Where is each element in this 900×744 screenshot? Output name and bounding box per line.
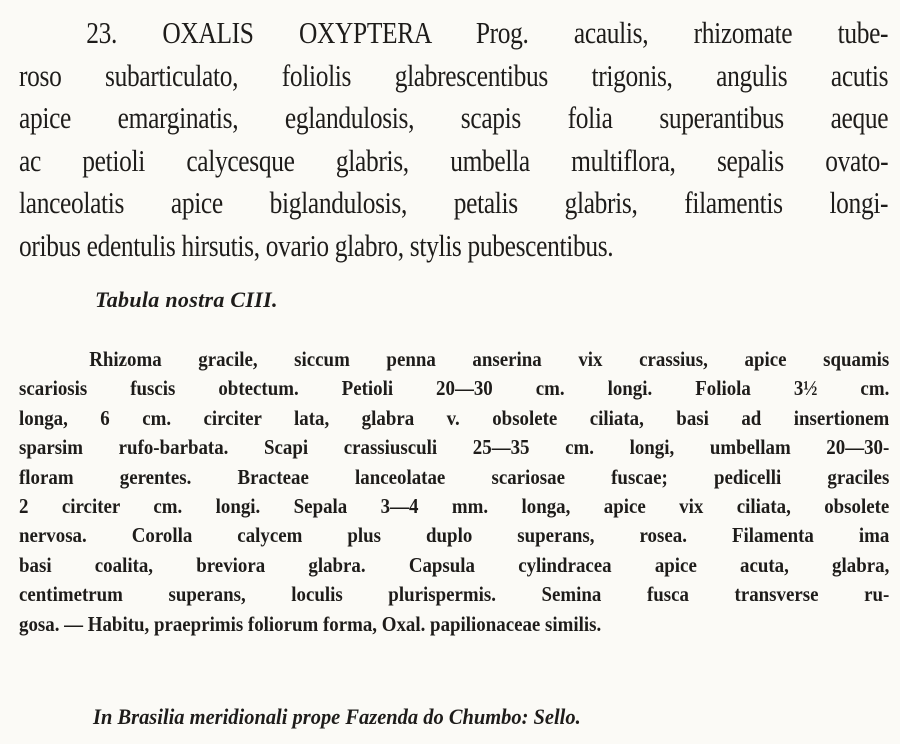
locality-note: In Brasilia meridionali prope Fazenda do Chumbo: Sello. (93, 704, 581, 729)
species-description (19, 345, 890, 639)
description-line: basi coalita, breviora glabra. Capsula cylindracea apice acuta, glabra, (19, 552, 890, 577)
description-line: scariosis fuscis obtectum. Petioli 20—30 cm. longi. Foliola 3½ cm. (19, 376, 890, 401)
diagnosis-line: roso subarticulato, foliolis glabrescentibus trigonis, angulis acutis (19, 57, 889, 93)
diagnosis-line: apice emarginatis, eglandulosis, scapis folia superantibus aeque (19, 100, 889, 136)
description-line: sparsim rufo-barbata. Scapi crassiusculi 25—35 cm. longi, umbellam 20—30- (19, 435, 890, 460)
diagnosis-line: 23. OXALIS OXYPTERA Prog. acaulis, rhizomate tube- (86, 15, 889, 50)
description-line: gosa. — Habitu, praeprimis foliorum forma, Oxal. papilionaceae similis. (19, 611, 602, 636)
description-line: 2 circiter cm. longi. Sepala 3—4 mm. longa, apice vix ciliata, obsolete (19, 494, 890, 519)
diagnosis-line: ac petioli calycesque glabris, umbella multiflora, sepalis ovato- (19, 142, 889, 178)
diagnosis-line: lanceolatis apice biglandulosis, petalis glabris, filamentis longi- (19, 185, 889, 221)
description-line: Rhizoma gracile, siccum penna anserina vix crassius, apice squamis (89, 347, 890, 371)
species-diagnosis (19, 12, 889, 268)
description-line: longa, 6 cm. circiter lata, glabra v. obsolete ciliata, basi ad insertionem (19, 405, 890, 430)
diagnosis-line: oribus edentulis hirsutis, ovario glabro, stylis pubescentibus. (19, 227, 614, 263)
description-line: nervosa. Corolla calycem plus duplo superans, rosea. Filamenta ima (19, 523, 890, 548)
description-line: floram gerentes. Bracteae lanceolatae scariosae fuscae; pedicelli graciles (19, 464, 890, 489)
description-line: centimetrum superans, loculis plurispermis. Semina fusca transverse ru- (19, 582, 890, 607)
plate-reference: Tabula nostra CIII. (95, 287, 278, 312)
